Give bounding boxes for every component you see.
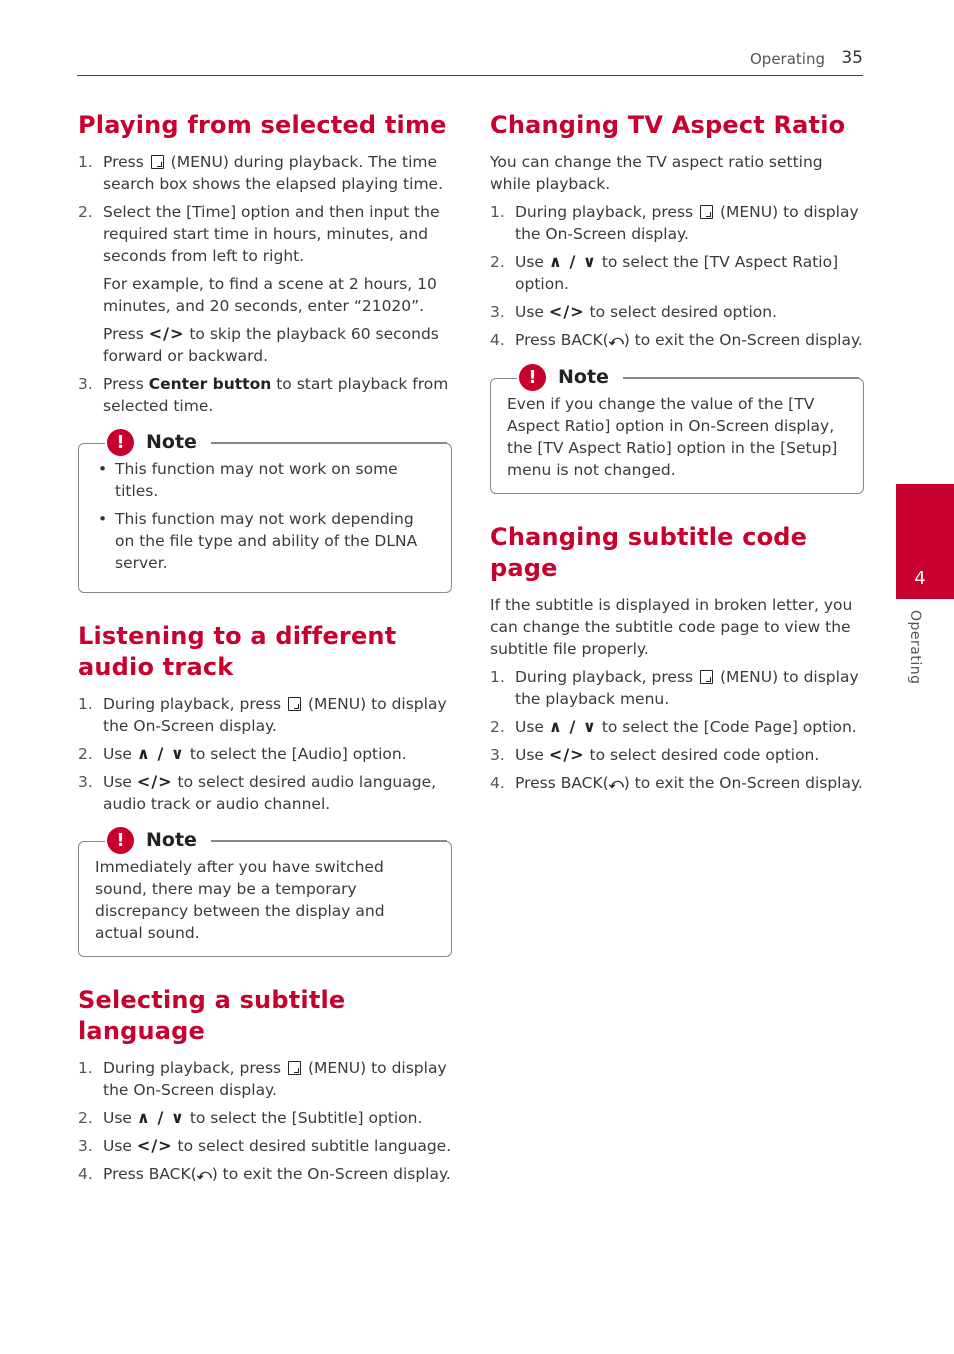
- step-list: [78, 1057, 452, 1186]
- note-item: • This function may not work depending on the file type and ability of the DLNA server.: [95, 508, 435, 574]
- exclamation-icon: !: [519, 364, 546, 391]
- up-down-icon: ∧ / ∨: [548, 252, 597, 271]
- back-icon: ⤺: [608, 776, 624, 792]
- left-right-icon: </>: [548, 745, 585, 764]
- step: 1. During playback, press (MENU) to display the On-Screen display.: [78, 695, 447, 735]
- chapter-label: Operating: [907, 610, 923, 685]
- section-playing-time: [78, 110, 452, 593]
- step: 4. Press BACK(⤺) to exit the On-Screen display.: [490, 329, 864, 352]
- menu-icon: [700, 205, 713, 219]
- note-box: [78, 431, 452, 593]
- left-right-icon: </>: [136, 1136, 173, 1155]
- note-text: Immediately after you have switched sound, there may be a temporary discrepancy between the display and actual sound.: [95, 858, 385, 942]
- section-title: Changing subtitle code page: [490, 523, 808, 582]
- back-icon: ⤺: [608, 333, 624, 349]
- left-right-icon: </>: [136, 772, 173, 791]
- section-title: Listening to a different audio track: [78, 622, 397, 681]
- left-right-icon: </>: [148, 324, 185, 343]
- up-down-icon: ∧ / ∨: [136, 1108, 185, 1127]
- step: 3. Use </> to select desired option.: [490, 302, 777, 321]
- step: 2. Use ∧ / ∨ to select the [Audio] option.: [78, 744, 407, 763]
- section-title: Playing from selected time: [78, 111, 447, 139]
- note-box: [78, 829, 452, 957]
- step: 1. During playback, press (MENU) to display the On-Screen display.: [78, 1059, 447, 1099]
- section-intro: If the subtitle is displayed in broken letter, you can change the subtitle code page to view the subtitle file properly.: [490, 596, 853, 658]
- step: 3. Use </> to select desired audio language, audio track or audio channel.: [78, 772, 437, 813]
- step-list: [490, 201, 864, 352]
- back-icon: ⤺: [196, 1167, 212, 1183]
- page-header: [77, 45, 863, 76]
- right-column: [490, 110, 864, 819]
- up-down-icon: ∧ / ∨: [548, 717, 597, 736]
- step: 3. Use </> to select desired subtitle language.: [78, 1136, 452, 1155]
- step: 4. Press BACK(⤺) to exit the On-Screen display.: [490, 772, 864, 795]
- menu-icon: [288, 1061, 301, 1075]
- section-title: Selecting a subtitle language: [78, 986, 346, 1045]
- step: 2. Use ∧ / ∨ to select the [Subtitle] option.: [78, 1108, 423, 1127]
- step: 2. Select the [Time] option and then input the required start time in hours, minutes, and seconds from left to right. For example, to find a scene at 2 hours, 10 minutes, and 20 seconds, enter “21020”. Press </> to skip the playback 60 seconds forward or backward.: [78, 203, 440, 365]
- note-box: [490, 366, 864, 494]
- up-down-icon: ∧ / ∨: [136, 744, 185, 763]
- note-text: Even if you change the value of the [TV Aspect Ratio] option in On-Screen display, the [TV Aspect Ratio] option in the [Setup] menu is not changed.: [507, 395, 838, 479]
- menu-icon: [151, 155, 164, 169]
- exclamation-icon: !: [107, 429, 134, 456]
- step-list: [78, 151, 452, 417]
- step: 3. Press Center button to start playback from selected time.: [78, 375, 449, 415]
- page-number: 35: [841, 48, 863, 68]
- step: 4. Press BACK(⤺) to exit the On-Screen display.: [78, 1163, 452, 1186]
- left-right-icon: </>: [548, 302, 585, 321]
- section-title: Changing TV Aspect Ratio: [490, 111, 846, 139]
- step-list: [490, 666, 864, 795]
- section-intro: You can change the TV aspect ratio setting while playback.: [490, 153, 823, 193]
- menu-icon: [700, 670, 713, 684]
- menu-icon: [288, 697, 301, 711]
- note-header: ! Note: [105, 428, 211, 456]
- step: 3. Use </> to select desired code option.: [490, 745, 820, 764]
- left-column: [78, 110, 452, 1210]
- note-item: • This function may not work on some titles.: [95, 458, 435, 502]
- step: 2. Use ∧ / ∨ to select the [TV Aspect Ratio] option.: [490, 252, 839, 293]
- exclamation-icon: !: [107, 827, 134, 854]
- section-audio: [78, 621, 452, 957]
- step-list: [78, 693, 452, 815]
- step: 1. Press (MENU) during playback. The time search box shows the elapsed playing time.: [78, 153, 444, 193]
- step: 1. During playback, press (MENU) to display the playback menu.: [490, 668, 859, 708]
- section-aspect-ratio: [490, 110, 864, 494]
- chapter-number: 4: [914, 568, 926, 589]
- step: 1. During playback, press (MENU) to display the On-Screen display.: [490, 203, 859, 243]
- section-subtitle-language: [78, 985, 452, 1186]
- header-section: Operating: [750, 50, 825, 68]
- section-code-page: [490, 522, 864, 795]
- chapter-tab: [896, 484, 954, 599]
- step: 2. Use ∧ / ∨ to select the [Code Page] option.: [490, 717, 857, 736]
- note-header: ! Note: [517, 363, 623, 391]
- note-header: ! Note: [105, 826, 211, 854]
